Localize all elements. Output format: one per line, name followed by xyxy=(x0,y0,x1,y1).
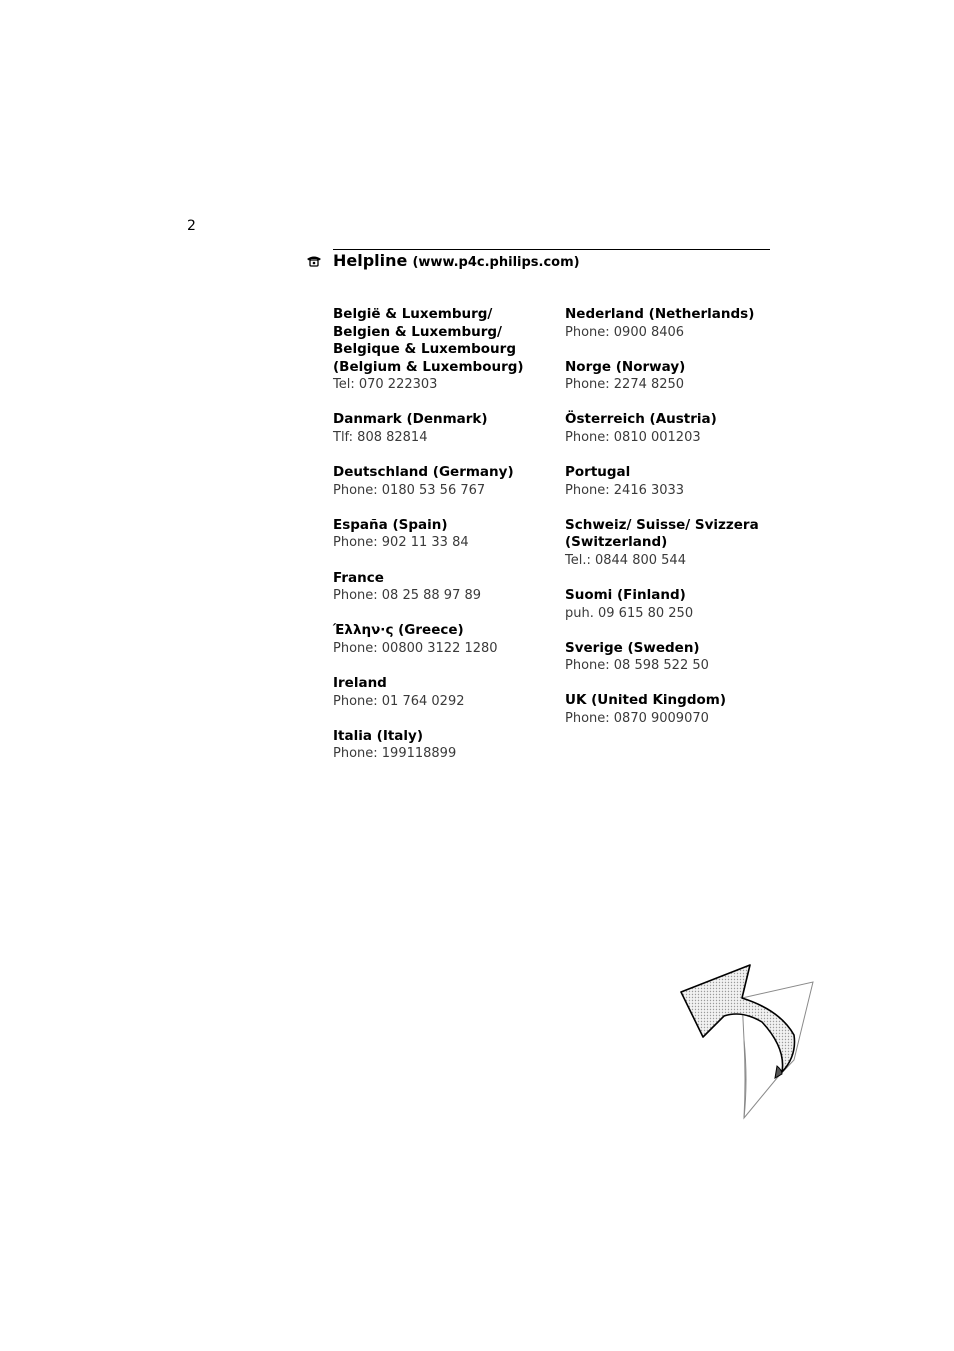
contact-entry xyxy=(565,587,790,622)
phone-number: Phone: 902 11 33 84 xyxy=(333,535,469,551)
country-name: Deutschland (Germany) xyxy=(333,464,514,481)
contact-entry xyxy=(333,570,558,605)
country-name: Österreich (Austria) xyxy=(565,411,717,428)
phone-number: Phone: 01 764 0292 xyxy=(333,693,465,709)
country-name: España (Spain) xyxy=(333,516,448,533)
country-name: Suomi (Finland) xyxy=(565,587,686,604)
contact-column-left xyxy=(333,306,558,780)
contact-entry xyxy=(565,640,790,675)
page-number: 2 xyxy=(187,218,196,234)
contact-entry xyxy=(565,411,790,446)
phone-number: Tel: 070 222303 xyxy=(333,377,438,393)
helpline-title: Helpline xyxy=(333,251,408,270)
contact-entry xyxy=(333,306,558,394)
contact-entry xyxy=(565,692,790,727)
country-name: België & Luxemburg/ Belgien & Luxemburg/ Belgique & Luxembourg (Belgium & Luxembourg) xyxy=(333,306,524,375)
phone-number: Tel.: 0844 800 544 xyxy=(565,552,686,568)
phone-number: Phone: 00800 3122 1280 xyxy=(333,640,498,656)
contact-entry xyxy=(333,675,558,710)
country-name: Nederland (Netherlands) xyxy=(565,306,755,322)
country-name: France xyxy=(333,569,384,586)
telephone-icon xyxy=(306,254,322,268)
country-name: Danmark (Denmark) xyxy=(333,411,488,428)
country-name: Ireland xyxy=(333,674,387,691)
country-name: Portugal xyxy=(565,464,631,481)
helpline-heading xyxy=(333,251,580,270)
contact-entry xyxy=(333,622,558,657)
country-name: Norge (Norway) xyxy=(565,358,686,375)
contact-entry xyxy=(565,464,790,499)
phone-number: Phone: 0870 9009070 xyxy=(565,711,709,726)
country-name: Italia (Italy) xyxy=(333,727,424,744)
header-divider xyxy=(333,249,770,250)
contact-entry xyxy=(333,411,558,446)
contact-entry xyxy=(565,517,790,570)
contact-entry xyxy=(333,517,558,552)
country-name: Έλλην·ς (Greece) xyxy=(333,622,464,639)
phone-number: Phone: 08 598 522 50 xyxy=(565,658,709,674)
phone-number: Phone: 2416 3033 xyxy=(565,482,685,498)
country-name: UK (United Kingdom) xyxy=(565,692,727,709)
phone-number: Phone: 08 25 88 97 89 xyxy=(333,588,482,604)
phone-number: Phone: 0900 8406 xyxy=(565,324,685,340)
phone-number: Phone: 0810 001203 xyxy=(565,429,701,445)
contact-entry xyxy=(565,359,790,394)
country-name: Sverige (Sweden) xyxy=(565,639,700,656)
page-turn-arrow-icon xyxy=(676,960,818,1125)
contact-entry xyxy=(565,306,790,341)
contact-entry xyxy=(333,728,558,763)
phone-number: puh. 09 615 80 250 xyxy=(565,605,694,621)
phone-number: Phone: 199118899 xyxy=(333,746,457,762)
phone-number: Phone: 0180 53 56 767 xyxy=(333,482,486,498)
phone-number: Phone: 2274 8250 xyxy=(565,377,685,393)
helpline-url: (www.p4c.philips.com) xyxy=(412,255,580,270)
country-name: Schweiz/ Suisse/ Svizzera (Switzerland) xyxy=(565,516,759,551)
contact-entry xyxy=(333,464,558,499)
phone-number: Tlf: 808 82814 xyxy=(333,430,428,446)
contact-column-right xyxy=(565,306,790,745)
